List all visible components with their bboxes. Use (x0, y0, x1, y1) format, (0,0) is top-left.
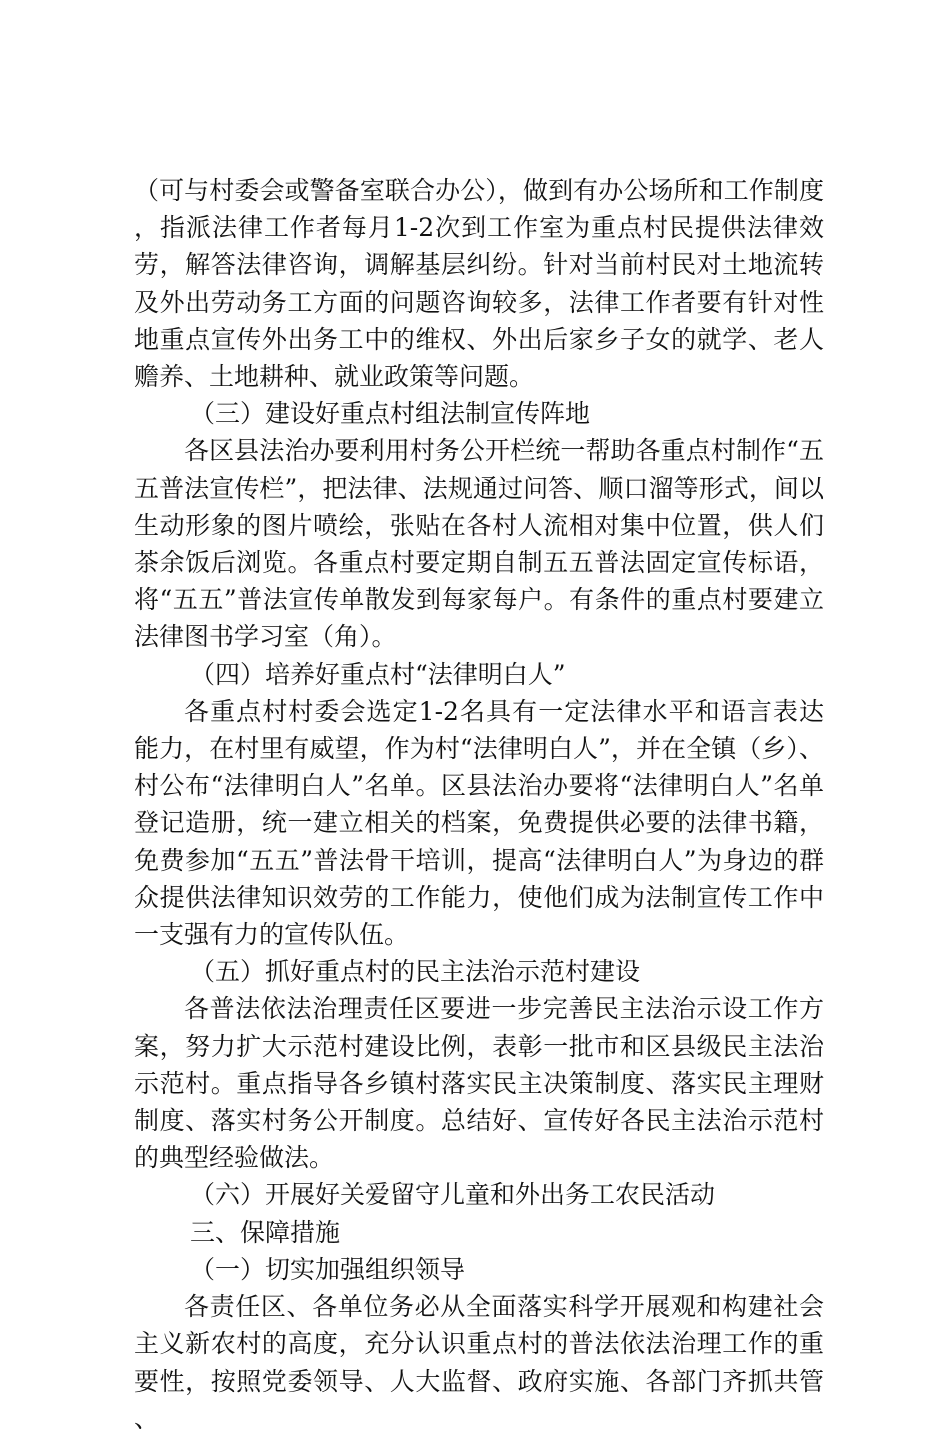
section-heading-3: （三）建设好重点村组法制宣传阵地 (190, 399, 591, 429)
section-heading-6: （六）开展好关爱留守儿童和外出务工农民活动 (190, 1180, 716, 1210)
section-heading-1: （一）切实加强组织领导 (190, 1254, 466, 1284)
paragraph-1: （可与村委会或警备室联合办公），做到有办公场所和工作制度，指派法律工作者每月1-2次到工作室为重点村民提供法律效劳，解答法律咨询，调解基层纠纷。针对当前村民对土地流转及外出劳动务工方面的问题咨询较多，法律工作者要有针对性地重点宣传外出务工中的维权、外出后家乡子女的就学、老人赡养、土地耕种、就业政策等问题。 (134, 176, 824, 392)
document-body (134, 172, 824, 1437)
paragraph-5: 各责任区、各单位务必从全面落实科学开展观和构建社会主义新农村的高度，充分认识重点村的普法依法治理工作的重要性，按照党委领导、人大监督、政府实施、各部门齐抓共管、 (134, 1292, 824, 1433)
section-heading-5: （五）抓好重点村的民主法治示范村建设 (190, 957, 641, 987)
paragraph-4: 各普法依法治理责任区要进一步完善民主法治示设工作方案，努力扩大示范村建设比例，表彰一批市和区县级民主法治示范村。重点指导各乡镇村落实民主决策制度、落实民主理财制度、落实村务公开制度。总结好、宣传好各民主法治示范村的典型经验做法。 (134, 994, 824, 1173)
section-heading-4: （四）培养好重点村“法律明白人” (190, 659, 566, 689)
paragraph-2: 各区县法治办要利用村务公开栏统一帮助各重点村制作“五五普法宣传栏”，把法律、法规通过问答、顺口溜等形式，间以生动形象的图片喷绘，张贴在各村人流相对集中位置，供人们茶余饭后浏览。各重点村要定期自制五五普法固定宣传标语，将“五五”普法宣传单散发到每家每户。有条件的重点村要建立法律图书学习室（角）。 (134, 436, 824, 652)
chapter-heading-3: 三、保障措施 (190, 1217, 341, 1247)
paragraph-3: 各重点村村委会选定1-2名具有一定法律水平和语言表达能力，在村里有威望，作为村“法律明白人”，并在全镇（乡）、村公布“法律明白人”名单。区县法治办要将“法律明白人”名单登记造册，统一建立相关的档案，免费提供必要的法律书籍，免费参加“五五”普法骨干培训，提高“法律明白人”为身边的群众提供法律知识效劳的工作能力，使他们成为法制宣传工作中一支强有力的宣传队伍。 (134, 696, 824, 950)
